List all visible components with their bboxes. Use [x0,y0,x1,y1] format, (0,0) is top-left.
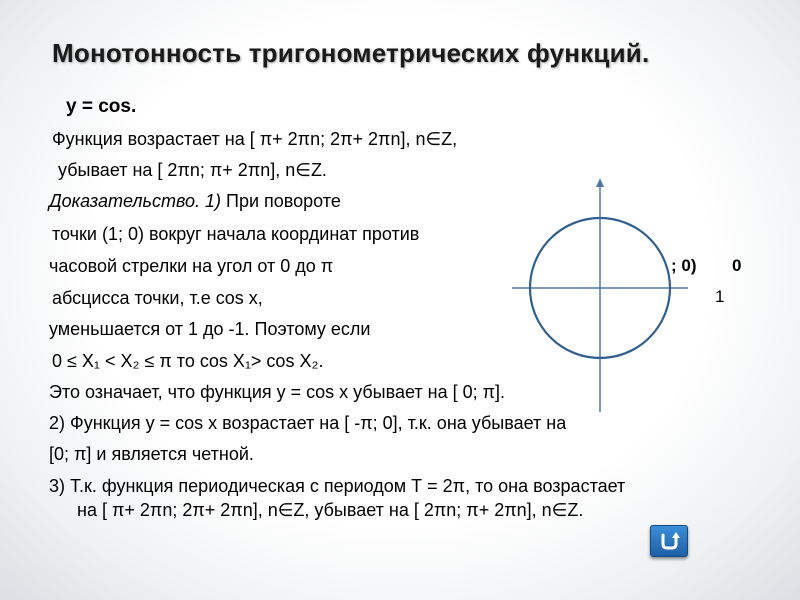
one-label: 1 [715,287,725,306]
text-line-11: [0; π] и является четной. [49,444,254,464]
return-button[interactable] [650,525,688,557]
text-line-3 [49,190,341,212]
text-line-9: Это означает, что функция y = cos x убывает на [ 0; π]. [49,382,506,402]
text-line-2: убывает на [ 2πn; π+ 2πn], n∈Z. [58,160,327,180]
unit-circle-diagram [510,178,690,413]
text-line-5: часовой стрелки на угол от 0 до π [49,256,334,276]
text-line-7: уменьшается от 1 до -1. Поэтому если [49,319,371,339]
y-axis-arrow [596,178,604,187]
text-line-1: Функция возрастает на [ π+ 2πn; 2π+ 2πn], n∈Z, [52,129,458,149]
return-arrow-icon [658,531,680,551]
slide-title: Монотонность тригонометрических функций. [52,38,650,68]
point-label: ; 0) [671,256,697,275]
text-line-10: 2) Функция y = cos x возрастает на [ -π; 0], т.к. она убывает на [49,413,567,433]
proof-text: При повороте [221,191,341,211]
text-line-6: абсцисса точки, т.е cos x, [52,288,263,308]
text-line-4: точки (1; 0) вокруг начала координат против [52,224,420,244]
function-label: y = cos. [66,96,137,117]
text-line-12: 3) Т.к. функция периодическая с периодом Т = 2π, то она возрастает [49,476,626,496]
text-line-13: на [ π+ 2πn; 2π+ 2πn], n∈Z, убывает на [ 2πn; π+ 2πn], n∈Z. [77,500,584,520]
zero-label: 0 [732,256,742,275]
text-line-8: 0 ≤ X₁ < X₂ ≤ π то cos X₁> cos X₂. [52,351,324,371]
proof-label: Доказательство. 1) [49,191,222,211]
